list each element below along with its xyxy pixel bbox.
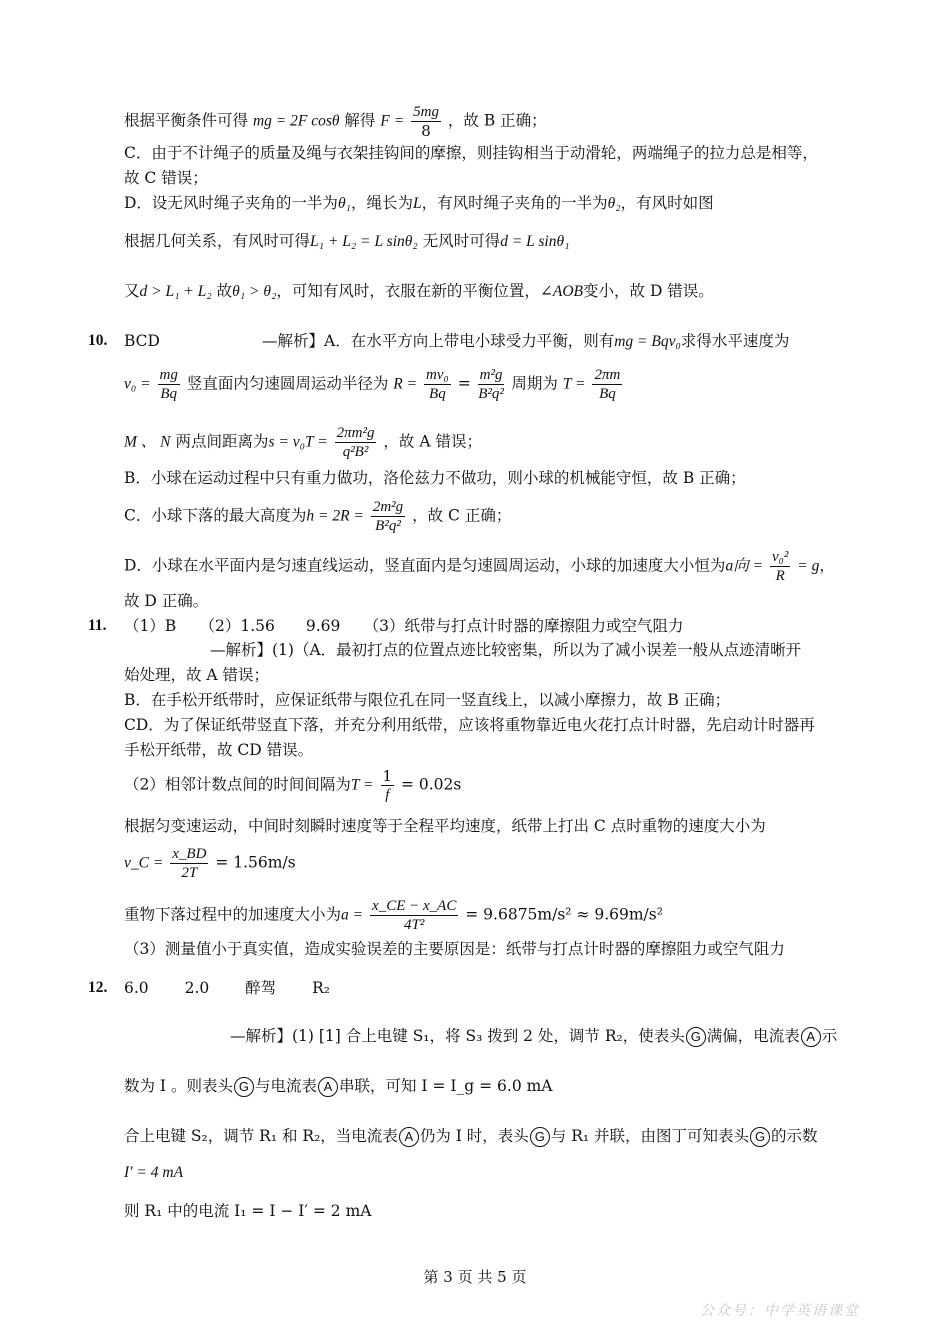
text: 合上电键 S₂，调节 R₁ 和 R₂，当电流表 [124, 1127, 398, 1145]
text: 又 [124, 282, 140, 300]
formula: mg = 2F cosθ [252, 112, 340, 130]
formula: v₀ = [124, 375, 151, 393]
text: 两点间距离为 [175, 432, 269, 451]
fraction [478, 366, 505, 403]
fraction [381, 767, 395, 804]
fraction [424, 366, 451, 403]
formula: θ₁ > θ₂ [232, 283, 277, 300]
formula: = g [797, 557, 820, 575]
text: ，故 B 正确； [447, 111, 547, 130]
numerator: 5mg [413, 104, 439, 120]
fraction [158, 366, 180, 403]
question-number-11: 11. [88, 617, 107, 634]
page-footer: 第 3 页 共 5 页 [423, 1268, 527, 1286]
line-q12-d: I′ = 4 mA [124, 1164, 184, 1181]
formula: d > L₁ + L₂ [139, 283, 212, 300]
text: （2）相邻计数点间的时间间隔为 [124, 775, 351, 794]
fraction [170, 845, 208, 882]
galvanometer-icon: G [686, 1027, 706, 1047]
fraction [370, 897, 458, 934]
text: 根据几何关系，有风时可得 [124, 232, 311, 250]
text: ，有风时绳子夹角的一半为 [421, 194, 608, 212]
fraction [592, 366, 622, 403]
line-q10-distance [124, 424, 482, 461]
line-q11-acceleration [124, 897, 663, 934]
text: 解得 [344, 111, 376, 130]
text: 数为 I 。则表头 [124, 1077, 233, 1095]
watermark: 公众号：中学英语课堂 [700, 1303, 860, 1319]
text: ，可知有风时，衣服在新的平衡位置， [276, 282, 540, 300]
formula: = 1.56m/s [215, 853, 296, 872]
denominator: 8 [421, 122, 431, 140]
denominator: 2T [181, 865, 198, 881]
ammeter-icon: A [801, 1027, 821, 1047]
formula: a = [341, 906, 364, 924]
text: 的示数 [771, 1127, 818, 1145]
line-q10-analysis [262, 330, 789, 353]
ammeter-icon: A [318, 1077, 338, 1097]
line-q11-a-cont: 始处理，故 A 错误； [124, 666, 270, 684]
line-q12-e: 则 R₁ 中的电流 I₁ = I − I′ = 2 mA [124, 1202, 372, 1220]
numerator: 1 [382, 767, 393, 785]
line-q10-formulas [124, 366, 624, 403]
formula: θ₁ [337, 195, 351, 212]
formula: ∠AOB [539, 283, 584, 300]
text: ，故 A 错误； [383, 432, 482, 451]
formula: a向 = [725, 557, 764, 575]
line-q10-d-cont: 故 D 正确。 [124, 592, 209, 610]
text: 与电流表 [254, 1077, 317, 1095]
denominator: B²q² [478, 386, 504, 402]
line-c: C．由于不计绳子的质量及绳与衣架挂钩间的摩擦，则挂钩相当于动滑轮，两端绳子的拉力总是相等， [124, 144, 818, 162]
line-q11-b: B．在手松开纸带时，应保证纸带与限位孔在同一竖直线上，以减小摩擦力，故 B 正确； [124, 691, 731, 709]
denominator: Bq [160, 386, 178, 402]
denominator: B²q² [375, 518, 401, 534]
question-number-12: 12. [88, 979, 108, 996]
galvanometer-icon: G [750, 1127, 770, 1147]
line-q11-a: —解析】(1)（A．最初打点的位置点迹比较密集，所以为了减小误差一般从点迹清晰开 [210, 641, 802, 659]
text: —解析】A．在水平方向上带电小球受力平衡，则有 [262, 332, 615, 350]
line-conclusion [124, 280, 714, 303]
line-geometry [124, 230, 569, 253]
text: ，故 C 正确； [412, 506, 512, 525]
line-q12-c [124, 1125, 818, 1147]
galvanometer-icon: G [530, 1127, 550, 1147]
formula: d = L sinθ₁ [500, 233, 570, 250]
line-q11-3: （3）测量值小于真实值，造成实验误差的主要原因是：纸带与打点计时器的摩擦阻力或空气阻力 [124, 940, 785, 958]
formula: mg = Bqv₀ [614, 333, 681, 350]
text: 仍为 I 时，表头 [419, 1127, 529, 1145]
line-q12-b [124, 1075, 553, 1097]
line-q11-cd-cont: 手松开纸带，故 CD 错误。 [124, 741, 314, 759]
formula: L₁ + L₂ = L sinθ₂ [310, 233, 418, 250]
numerator: 2m²g [372, 499, 404, 515]
answer-10: BCD [124, 332, 160, 350]
formula: T = [562, 375, 586, 393]
text: 周期为 [511, 374, 558, 393]
text: —解析】(1) [1] 合上电键 S₁，将 S₃ 拨到 2 处，调节 R₂，使表头 [230, 1027, 685, 1045]
fraction [335, 424, 377, 461]
formula: T = [350, 776, 374, 794]
galvanometer-icon: G [234, 1077, 254, 1097]
question-number-10: 10. [88, 332, 108, 349]
denominator: R [775, 568, 785, 584]
formula: v_C = [124, 854, 164, 872]
denominator: Bq [599, 386, 616, 402]
formula: s = v₀T = [268, 433, 328, 451]
formula: = 9.6875m/s² ≈ 9.69m/s² [465, 905, 663, 924]
formula: = 0.02s [400, 775, 462, 794]
text: 故 [216, 282, 233, 300]
line-q11-cd: CD．为了保证纸带竖直下落，并充分利用纸带，应该将重物靠近电火花打点计时器，先启动计时器再 [124, 716, 815, 734]
fraction [371, 498, 405, 535]
text: C．小球下落的最大高度为 [124, 506, 307, 525]
line-equilibrium [124, 103, 547, 140]
formula: R = [393, 375, 418, 393]
text: 满偏，电流表 [706, 1027, 800, 1045]
answer-11: （1）B （2）1.56 9.69 （3）纸带与打点计时器的摩擦阻力或空气阻力 [124, 617, 684, 635]
denominator: Bq [429, 386, 446, 402]
formula: M 、 N [124, 433, 171, 451]
text: D．设无风时绳子夹角的一半为 [124, 194, 338, 212]
line-c-cont: 故 C 错误； [124, 169, 208, 187]
fraction [411, 103, 441, 140]
text: 串联，可知 I = I_g = 6.0 mA [339, 1077, 553, 1095]
numerator: x_BD [172, 846, 207, 862]
text: ，绳长为 [350, 194, 413, 212]
text: 与 R₁ 并联，由图丁可知表头 [550, 1127, 750, 1145]
fraction [770, 548, 790, 585]
text: 变小，故 D 错误。 [583, 282, 714, 300]
text: 根据平衡条件可得 [124, 111, 249, 130]
numerator: 2πm²g [336, 425, 375, 441]
text: ， [819, 556, 835, 575]
denominator: 4T² [404, 917, 425, 933]
formula: θ₂ [607, 195, 621, 212]
formula: = [457, 374, 471, 393]
text: 求得水平速度为 [680, 332, 790, 350]
line-q10-b: B．小球在运动过程中只有重力做功，洛伦兹力不做功，则小球的机械能守恒，故 B 正确； [124, 469, 746, 487]
text: ，有风时如图 [620, 194, 714, 212]
line-q10-c [124, 498, 511, 535]
ammeter-icon: A [399, 1127, 419, 1147]
text: 竖直面内匀速圆周运动半径为 [186, 374, 389, 393]
numerator: mg [159, 367, 178, 383]
text: 重物下落过程中的加速度大小为 [124, 905, 342, 924]
denominator: f [385, 787, 390, 803]
line-q11-velocity-text: 根据匀变速运动，中间时刻瞬时速度等于全程平均速度，纸带上打出 C 点时重物的速度大小为 [124, 817, 766, 835]
line-d [124, 192, 714, 215]
formula: F = [380, 112, 405, 130]
numerator: x_CE − x_AC [372, 898, 457, 914]
answer-12: 6.0 2.0 醉驾 R₂ [124, 979, 330, 997]
text: 示 [821, 1027, 838, 1045]
text: D．小球在水平面内是匀速直线运动，竖直面内是匀速圆周运动，小球的加速度大小恒为 [124, 556, 726, 575]
line-q10-d [124, 548, 835, 585]
denominator: q²B² [342, 444, 369, 460]
line-q11-velocity [124, 845, 296, 882]
numerator: m²g [479, 367, 503, 383]
formula: L [412, 195, 422, 212]
numerator: 2πm [594, 367, 621, 383]
formula: h = 2R = [306, 507, 364, 525]
numerator: mv₀ [426, 367, 449, 383]
line-q12-a [230, 1025, 837, 1047]
line-q11-interval [124, 767, 461, 804]
numerator: v₀² [771, 549, 789, 565]
text: 无风时可得 [422, 232, 501, 250]
